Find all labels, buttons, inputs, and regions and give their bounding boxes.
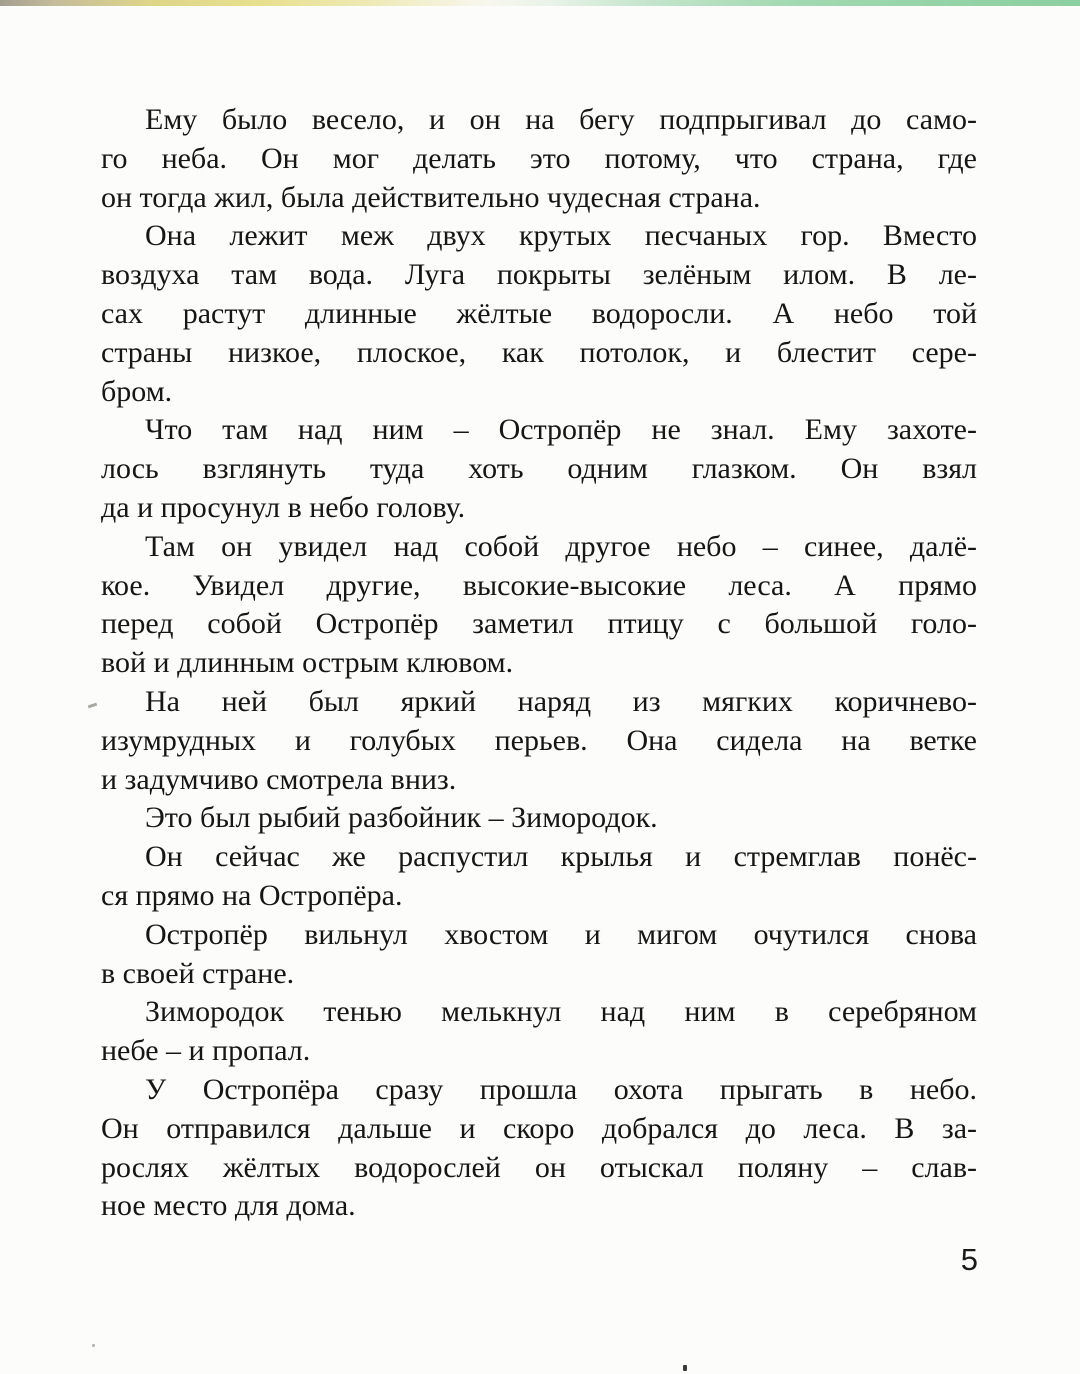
text-line: Ему было весело, и он на бегу подпрыгивал до само- (145, 103, 977, 136)
text-line: Зимородок тенью мелькнул над ним в серебряном (145, 995, 977, 1029)
paragraph (101, 683, 977, 799)
paragraph (101, 799, 977, 838)
paragraph (101, 217, 977, 411)
text-block (101, 101, 977, 1226)
paragraph (101, 411, 977, 527)
text-line: лось взглянуть туда хоть одним глазком. Он взял (101, 452, 977, 486)
scan-artifact-tick (88, 703, 97, 709)
paragraph (101, 993, 977, 1071)
text-line: бром. (101, 374, 173, 408)
text-line: он тогда жил, была действительно чудесная страна. (101, 180, 761, 214)
text-line: сах растут длинные жёлтые водоросли. А небо той (101, 296, 977, 330)
paragraph (101, 916, 977, 994)
text-line: Он отправился дальше и скоро добрался до леса. В за- (101, 1111, 977, 1145)
text-line: На ней был яркий наряд из мягких коричнево- (145, 684, 977, 718)
text-line: Остропёр вильнул хвостом и мигом очутился снова (145, 917, 977, 951)
paragraph (101, 838, 977, 916)
text-line: Там он увидел над собой другое небо – синее, далё- (145, 529, 977, 563)
text-line: страны низкое, плоское, как потолок, и блестит сере- (101, 335, 977, 369)
scan-speck (92, 1344, 95, 1347)
text-line: да и просунул в небо голову. (101, 490, 466, 524)
text-line: воздуха там вода. Луга покрыты зелёным илом. В ле- (101, 258, 977, 292)
text-line: и задумчиво смотрела вниз. (101, 762, 457, 796)
text-line: ся прямо на Остропёра. (101, 878, 403, 912)
page-number: 5 (960, 1242, 978, 1277)
text-line: вой и длинным острым клювом. (101, 646, 514, 680)
text-line: У Остропёра сразу прошла охота прыгать в небо. (145, 1072, 977, 1106)
text-line: го неба. Он мог делать это потому, что страна, где (101, 141, 977, 175)
text-line: рослях жёлтых водорослей он отыскал поляну – слав- (101, 1150, 977, 1184)
text-line: изумрудных и голубых перьев. Она сидела на ветке (101, 723, 977, 757)
text-line: Он сейчас же распустил крылья и стремглав понёс- (145, 840, 977, 874)
paragraph (101, 101, 977, 217)
text-line: Что там над ним – Остропёр не знал. Ему захоте- (145, 413, 977, 447)
text-line: Это был рыбий разбойник – Зимородок. (145, 801, 658, 835)
paragraph (101, 528, 977, 683)
scan-edge-strip (0, 0, 1080, 6)
text-line: Она лежит меж двух крутых песчаных гор. Вместо (145, 219, 977, 253)
text-line: в своей стране. (101, 956, 295, 990)
text-line: небе – и пропал. (101, 1034, 311, 1068)
text-line: кое. Увидел другие, высокие-высокие леса. А прямо (101, 568, 977, 602)
paragraph (101, 1071, 977, 1226)
text-line: ное место для дома. (101, 1189, 356, 1223)
text-line: перед собой Остропёр заметил птицу с большой голо- (101, 607, 977, 641)
scan-speck (683, 1365, 687, 1371)
